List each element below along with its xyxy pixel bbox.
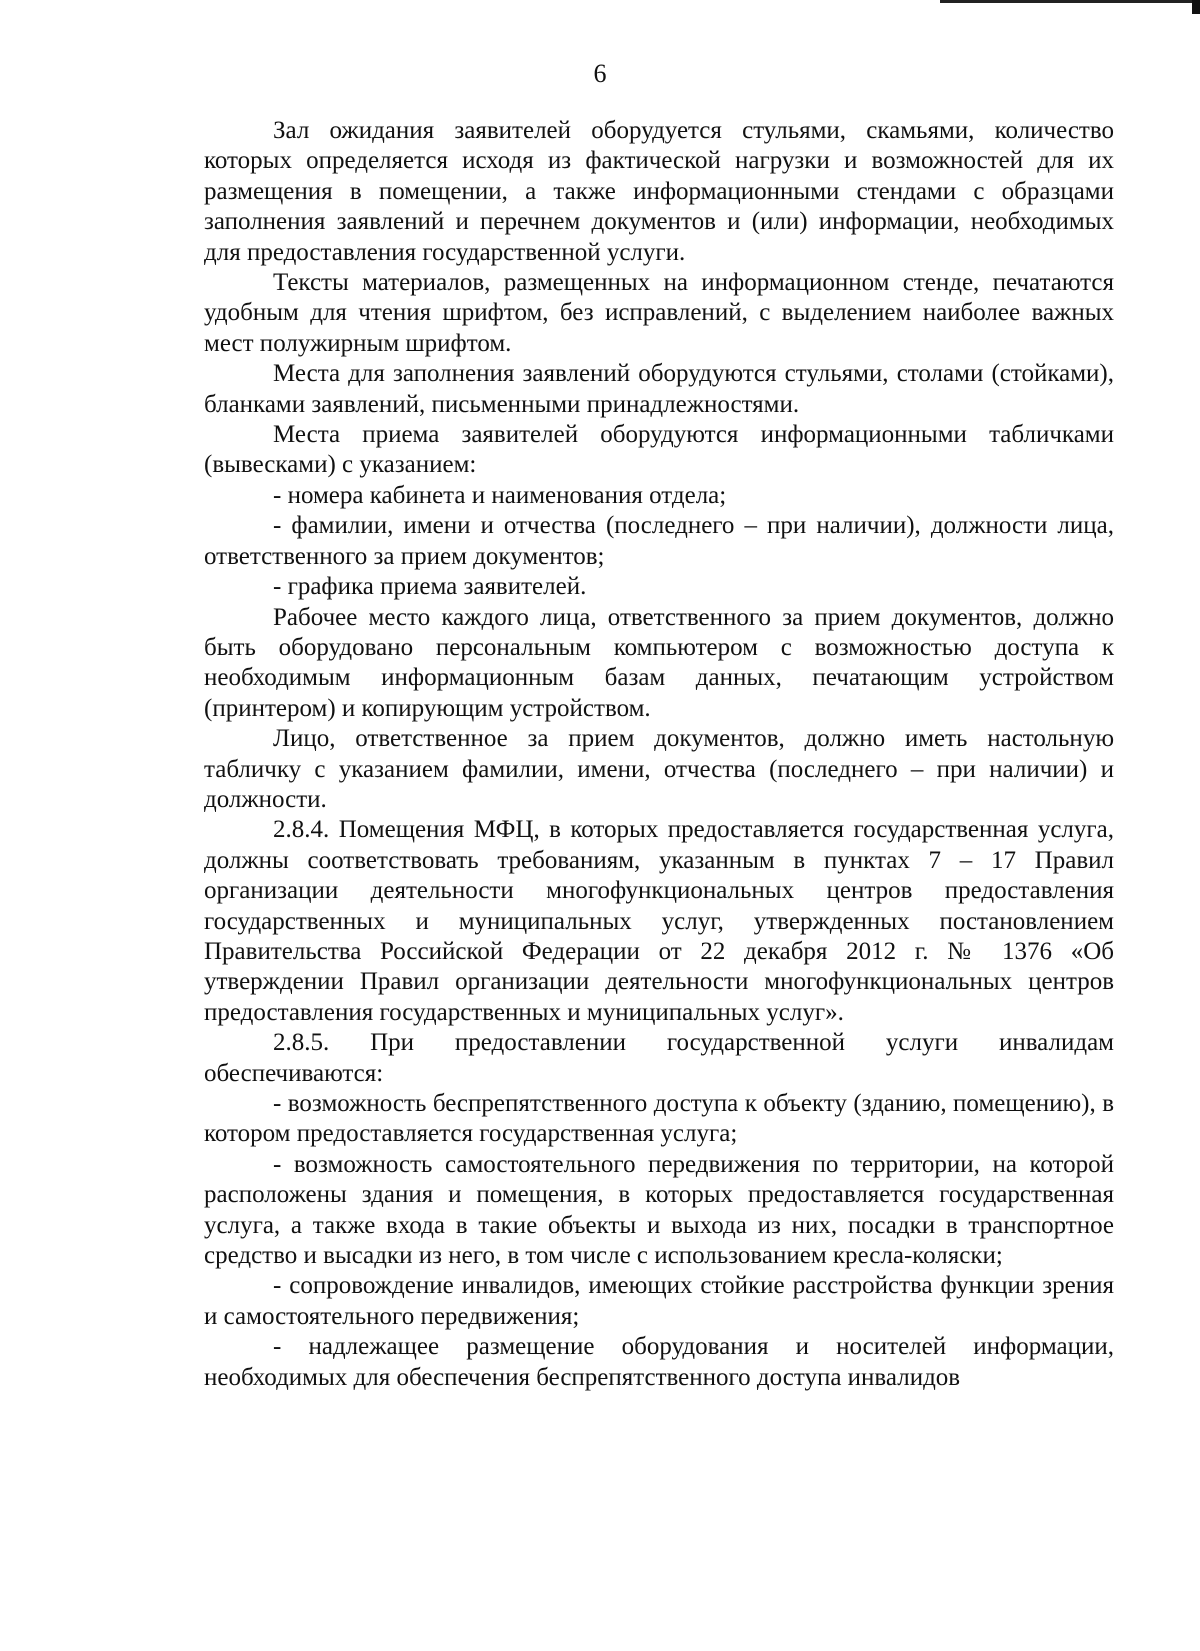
- paragraph-filling-places: Места для заполнения заявлений оборудуются стульями, столами (стойками), бланками заявлений, письменными принадлежностями.: [204, 360, 1114, 418]
- scan-edge-line: [940, 0, 1200, 3]
- list-item-equipment-placement: - надлежащее размещение оборудования и носителей информации, необходимых для обеспечения беспрепятственного доступа инвалидов: [204, 1333, 1114, 1391]
- paragraph-stand-texts: Тексты материалов, размещенных на информационном стенде, печатаются удобным для чтения шрифтом, без исправлений, с выделением наиболее важных мест полужирным шрифтом.: [204, 269, 1114, 357]
- paragraph-workplace: Рабочее место каждого лица, ответственного за прием документов, должно быть оборудовано персональным компьютером с возможностью доступа к необходимым информационным базам данных, печатающим устройством (принтером) и копирующим устройством.: [204, 603, 1114, 722]
- list-item-office-number: - номера кабинета и наименования отдела;: [273, 481, 727, 509]
- paragraph-reception-places: Места приема заявителей оборудуются информационными табличками (вывесками) с указанием:: [204, 421, 1114, 479]
- paragraph-section-2-8-5: 2.8.5. При предоставлении государственной услуги инвалидам обеспечиваются:: [204, 1029, 1114, 1087]
- list-item-responsible-person: - фамилии, имени и отчества (последнего – при наличии), должности лица, ответственного за прием документов;: [204, 512, 1114, 570]
- paragraph-section-2-8-4: 2.8.4. Помещения МФЦ, в которых предоставляется государственная услуга, должны соответствовать требованиям, указанным в пунктах 7 – 17 Правил организации деятельности многофункциональных центров предоставления государственных и муниципальных услуг, утвержденных постановлением Правительства Российской Федерации от 22 декабря 2012 г. № 1376 «Об утверждении Правил организации деятельности многофункциональных центров предоставления государственных и муниципальных услуг».: [204, 816, 1114, 1026]
- paragraph-waiting-hall: Зал ожидания заявителей оборудуется стульями, скамьями, количество которых определяется исходя из фактической нагрузки и возможностей для их размещения в помещении, а также информационными стендами с образцами заполнения заявлений и перечнем документов и (или) информации, необходимых для предоставления государственной услуги.: [204, 117, 1114, 266]
- list-item-schedule: - графика приема заявителей.: [273, 573, 587, 601]
- list-item-unobstructed-access: - возможность беспрепятственного доступа к объекту (зданию, помещению), в котором предоставляется государственная услуга;: [204, 1090, 1114, 1148]
- list-item-independent-movement: - возможность самостоятельного передвижения по территории, на которой расположены здания и помещения, в которых предоставляется государственная услуга, а также входа в такие объекты и выхода из них, посадки в транспортное средство и высадки из него, в том числе с использованием кресла-коляски;: [204, 1150, 1114, 1270]
- document-body: [204, 116, 1114, 1393]
- scan-edge-mark: [1192, 0, 1200, 14]
- list-item-escort: - сопровождение инвалидов, имеющих стойкие расстройства функции зрения и самостоятельного передвижения;: [204, 1272, 1114, 1330]
- paragraph-desk-plate: Лицо, ответственное за прием документов, должно иметь настольную табличку с указанием фамилии, имени, отчества (последнего – при наличии) и должности.: [204, 725, 1114, 813]
- page-number: 6: [593, 59, 607, 88]
